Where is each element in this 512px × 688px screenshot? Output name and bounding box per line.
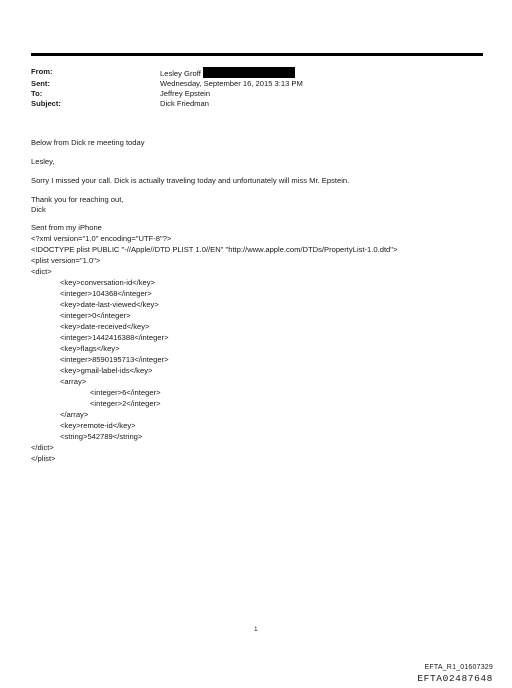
plist-line: <?xml version="1.0" encoding="UTF-8"?> — [31, 234, 172, 243]
plist-line: <key>date-received</key> — [60, 322, 150, 331]
plist-line: </dict> — [31, 443, 54, 452]
plist-line: <key>conversation-id</key> — [60, 278, 155, 287]
bates-number-small: EFTA_R1_01607329 — [424, 664, 493, 671]
plist-line: <key>gmail-label-ids</key> — [60, 366, 153, 375]
sent-value: Wednesday, September 16, 2015 3:13 PM — [160, 79, 303, 88]
greeting-line: Lesley, — [31, 157, 55, 166]
signoff-line: Dick — [31, 205, 46, 214]
plist-line: <integer>1442416388</integer> — [60, 333, 169, 342]
to-row — [31, 89, 303, 99]
plist-line: <integer>6</integer> — [90, 388, 161, 397]
email-body — [31, 138, 491, 465]
from-value — [160, 67, 295, 79]
to-label: To: — [31, 89, 43, 98]
plist-block — [31, 234, 491, 465]
sent-row — [31, 79, 303, 89]
plist-line: <string>542789</string> — [60, 432, 143, 441]
from-label: From: — [31, 67, 53, 76]
sent-from-line: Sent from my iPhone — [31, 223, 102, 232]
message-line: Sorry I missed your call. Dick is actually traveling today and unfortunately will miss Mr. Epstein. — [31, 176, 350, 185]
from-row — [31, 67, 303, 79]
plist-line: <key>date-last-viewed</key> — [60, 300, 159, 309]
sent-label: Sent: — [31, 79, 50, 88]
plist-line: <array> — [60, 377, 87, 386]
page-number: 1 — [254, 626, 258, 633]
bates-number-large: EFTA02487648 — [417, 673, 493, 684]
plist-line: <key>remote-id</key> — [60, 421, 136, 430]
header-rule — [31, 53, 483, 56]
plist-line: <dict> — [31, 267, 52, 276]
plist-line: <key>flags</key> — [60, 344, 120, 353]
thanks-line: Thank you for reaching out, — [31, 195, 124, 204]
plist-line: <integer>104368</integer> — [60, 289, 152, 298]
to-value: Jeffrey Epstein — [160, 89, 211, 98]
subject-label: Subject: — [31, 99, 61, 108]
signature-block — [31, 195, 491, 215]
plist-line: <integer>2</integer> — [90, 399, 161, 408]
plist-line: <integer>0</integer> — [60, 311, 131, 320]
subject-row — [31, 99, 303, 109]
email-header — [31, 67, 303, 109]
redaction-box — [203, 67, 295, 78]
intro-line: Below from Dick re meeting today — [31, 138, 145, 147]
plist-line: <plist version="1.0"> — [31, 256, 101, 265]
plist-line: </plist> — [31, 454, 56, 463]
from-name: Lesley Groff — [160, 69, 201, 78]
subject-value: Dick Friedman — [160, 99, 209, 108]
plist-line: </array> — [60, 410, 89, 419]
plist-line: <integer>8590195713</integer> — [60, 355, 169, 364]
plist-line: <!DOCTYPE plist PUBLIC "-//Apple//DTD PLIST 1.0//EN" "http://www.apple.com/DTDs/PropertyList-1.0.dtd"> — [31, 245, 398, 254]
